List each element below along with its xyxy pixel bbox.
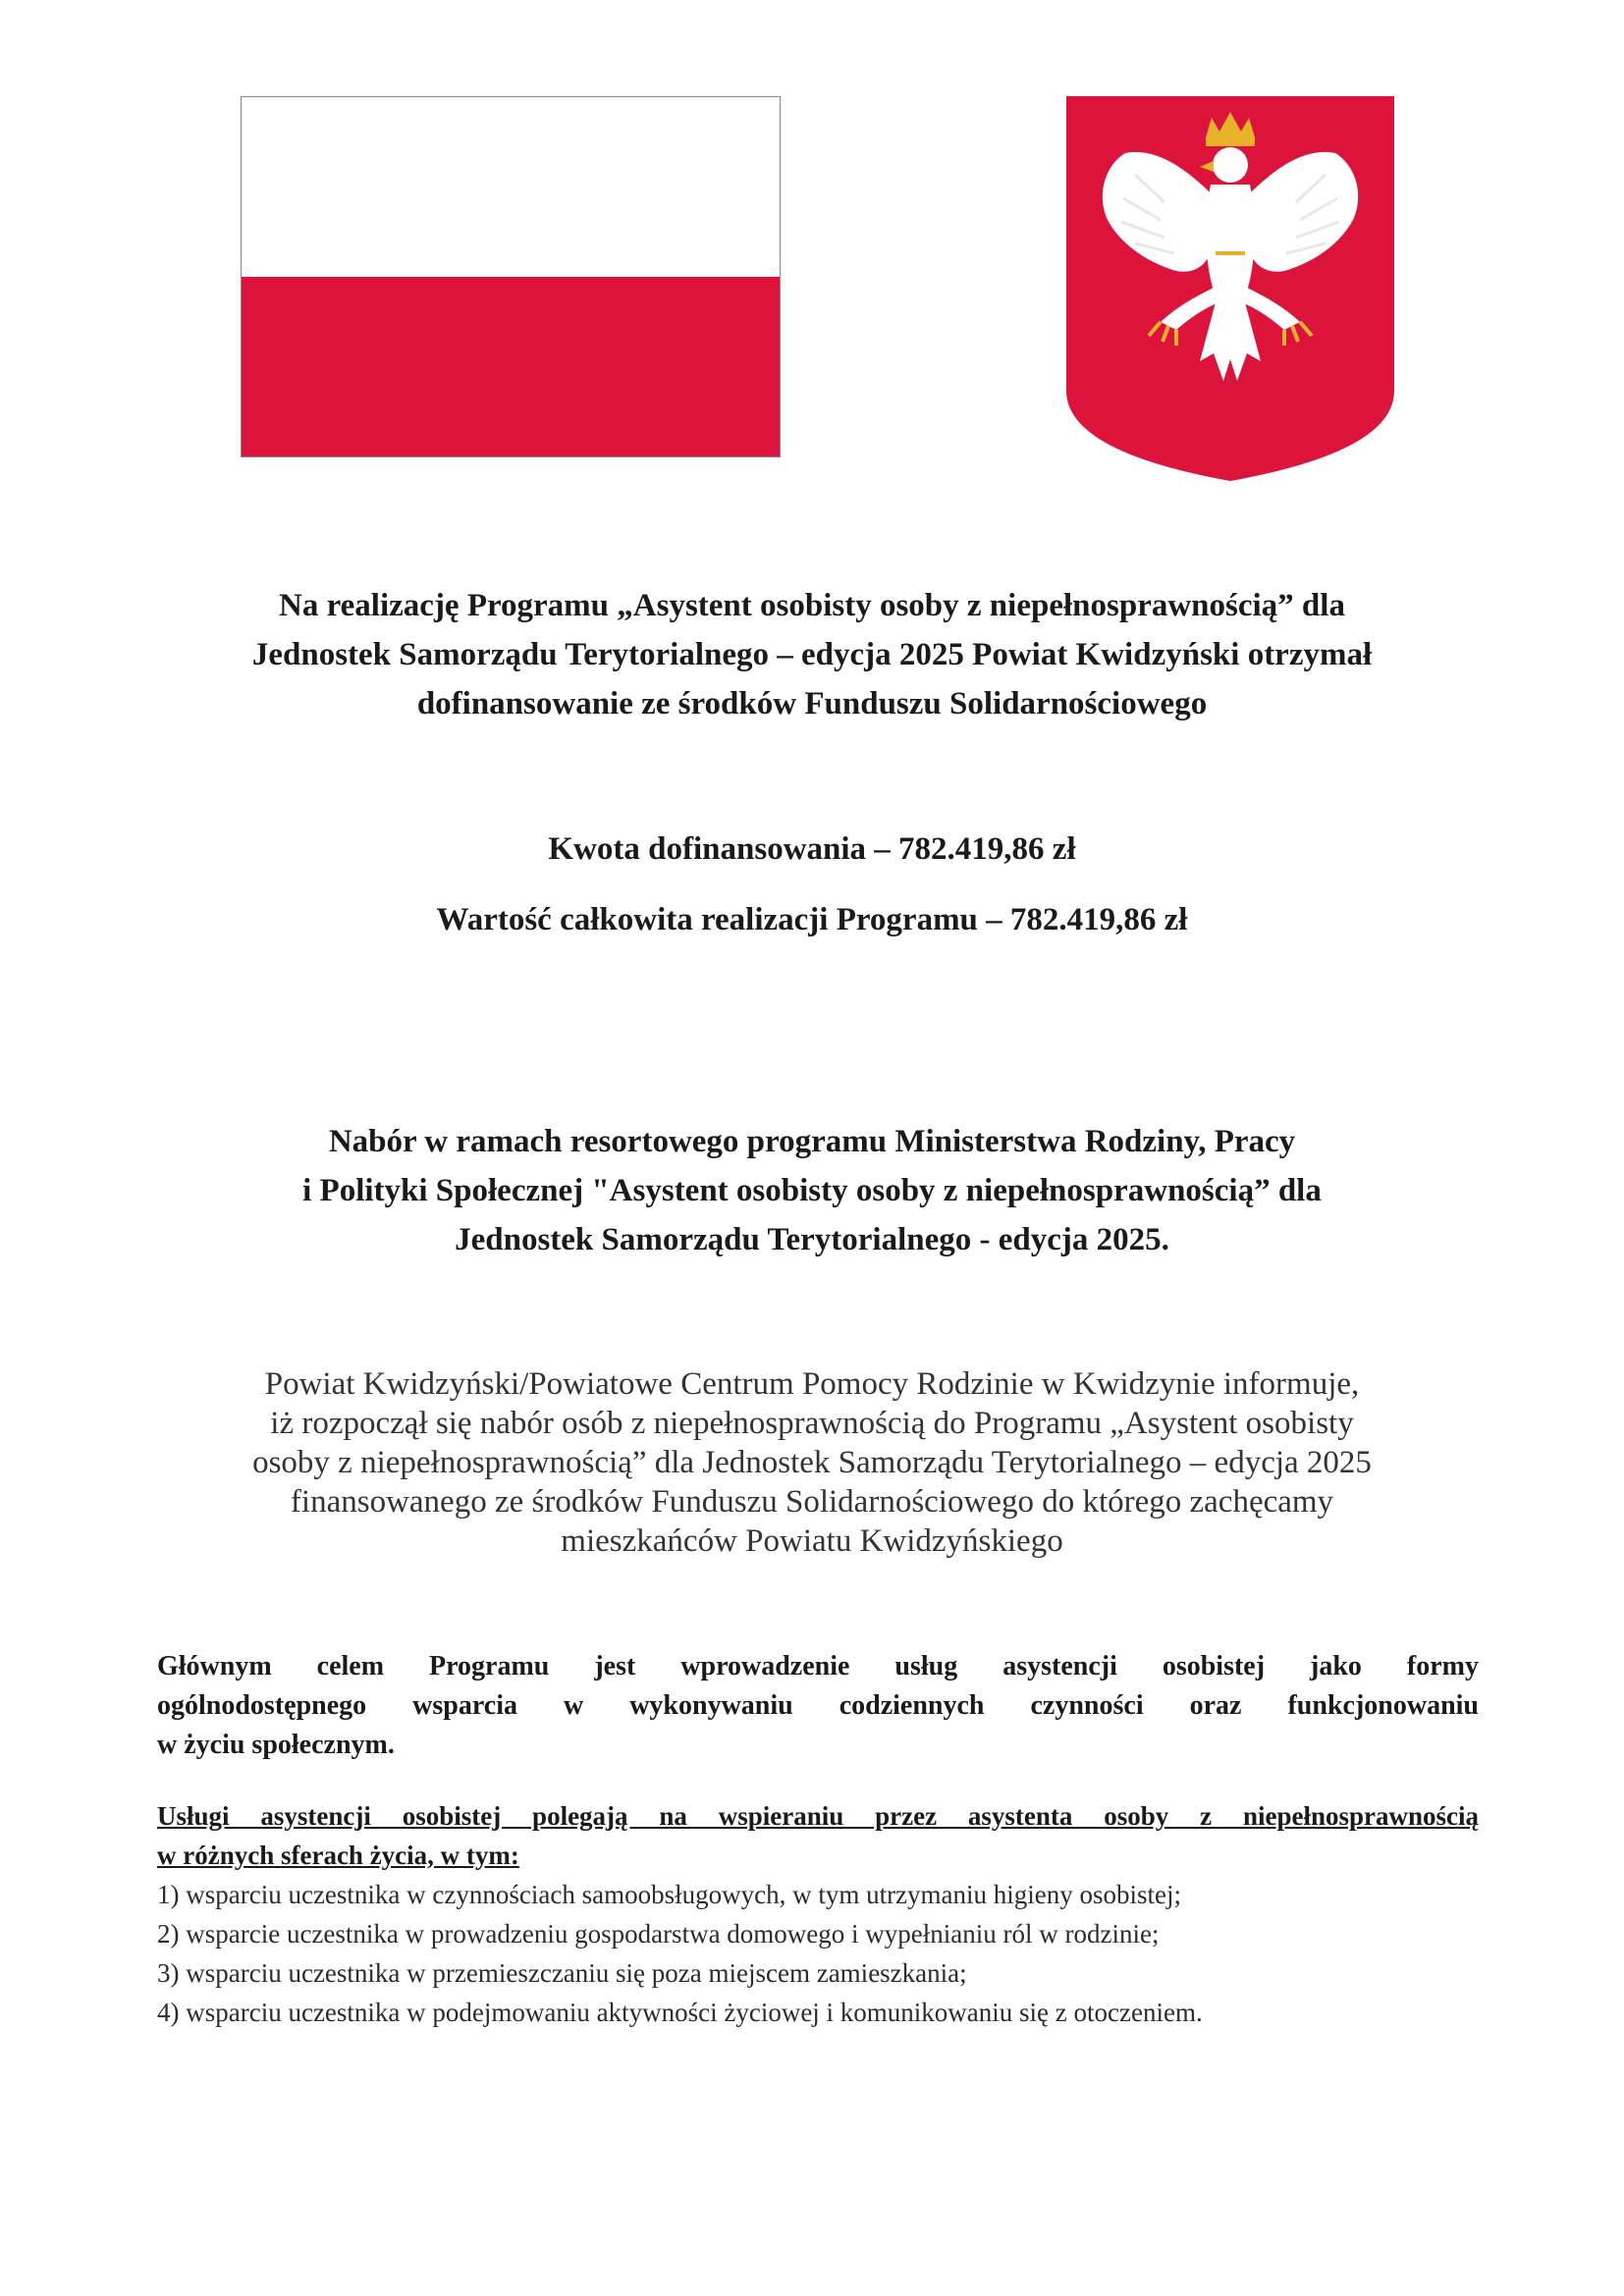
service-list-item: 3) wsparciu uczestnika w przemieszczaniu się poza miejscem zamieszkania; — [157, 1958, 967, 1988]
program-goal-line: w życiu społecznym. — [157, 1730, 395, 1760]
program-goal-line: ogólnodostępnego wsparcia w wykonywaniu codziennych czynności oraz funkcjonowaniu — [157, 1690, 1479, 1721]
total-program-value: Wartość całkowita realizacji Programu – 782.419,86 zł — [436, 902, 1188, 937]
recruitment-title-line: Jednostek Samorządu Terytorialnego - edycja 2025. — [455, 1222, 1169, 1257]
announcement-title-line: dofinansowanie ze środków Funduszu Solidarnościowego — [416, 686, 1208, 721]
service-list-item: 2) wsparcie uczestnika w prowadzeniu gospodarstwa domowego i wypełnianiu ról w rodzinie; — [157, 1919, 1160, 1949]
recruitment-info-line: mieszkańców Powiatu Kwidzyńskiego — [561, 1523, 1063, 1559]
funding-amount: Kwota dofinansowania – 782.419,86 zł — [548, 831, 1076, 867]
services-intro-line: Usługi asystencji osobistej polegają na wspieraniu przez asystenta osoby z niepełnosprawnością — [157, 1801, 1479, 1831]
polish-flag — [241, 96, 781, 457]
services-section — [157, 1796, 1479, 2032]
polish-eagle-emblem-icon — [1066, 96, 1394, 481]
announcement-title-line: Jednostek Samorządu Terytorialnego – edycja 2025 Powiat Kwidzyński otrzymał — [251, 637, 1373, 672]
recruitment-title-line: Nabór w ramach resortowego programu Ministerstwa Rodziny, Pracy — [328, 1124, 1296, 1159]
recruitment-info — [0, 1364, 1624, 1561]
recruitment-info-line: finansowanego ze środków Funduszu Solidarnościowego do którego zachęcamy — [290, 1484, 1334, 1520]
recruitment-info-line: osoby z niepełnosprawnością” dla Jednostek Samorządu Terytorialnego – edycja 2025 — [252, 1445, 1372, 1480]
flag-white-stripe — [242, 97, 780, 277]
announcement-title-line: Na realizację Programu „Asystent osobisty osoby z niepełnosprawnością” dla — [279, 588, 1345, 623]
program-goal — [157, 1647, 1479, 1765]
service-list-item: 4) wsparciu uczestnika w podejmowaniu aktywności życiowej i komunikowaniu się z otoczeniem. — [157, 1998, 1203, 2027]
recruitment-title-line: i Polityki Społecznej "Asystent osobisty osoby z niepełnosprawnością” dla — [302, 1173, 1322, 1208]
services-intro-line: w różnych sferach życia, w tym: — [157, 1841, 519, 1870]
announcement-title — [0, 581, 1624, 728]
service-list-item: 1) wsparciu uczestnika w czynnościach samoobsługowych, w tym utrzymaniu higieny osobistej; — [157, 1880, 1182, 1909]
recruitment-info-line: Powiat Kwidzyński/Powiatowe Centrum Pomocy Rodzinie w Kwidzynie informuje, — [264, 1366, 1360, 1402]
program-goal-line: Głównym celem Programu jest wprowadzenie usług asystencji osobistej jako formy — [157, 1651, 1479, 1682]
flag-red-stripe — [242, 277, 780, 456]
recruitment-title — [0, 1117, 1624, 1264]
recruitment-info-line: iż rozpoczął się nabór osób z niepełnosprawnością do Programu „Asystent osobisty — [270, 1406, 1354, 1441]
